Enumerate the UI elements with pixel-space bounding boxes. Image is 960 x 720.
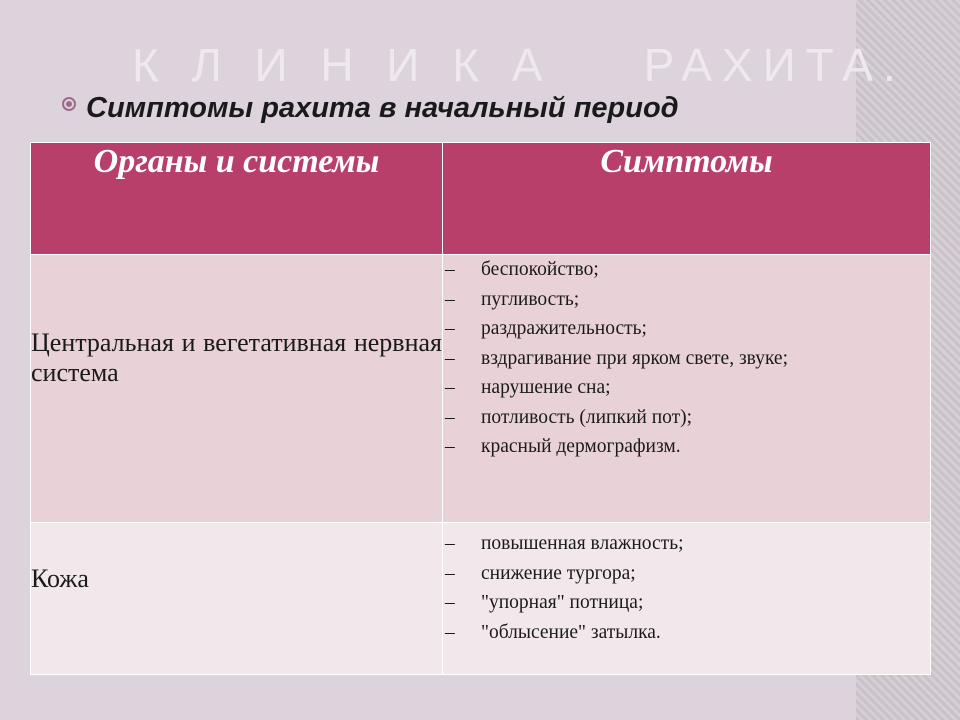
list-item: – повышенная влажность; [443,529,930,559]
table-row [31,255,931,523]
header-symptoms [443,143,931,255]
symptom-list [443,255,930,462]
list-item: – вздрагивание при ярком свете, звуке; [443,344,930,374]
list-item: – потливость (липкий пот); [443,403,930,433]
subtitle-line [62,92,679,125]
list-item: – снижение тургора; [443,559,930,589]
circle-bullet-icon [62,97,76,111]
list-item: – раздражительность; [443,314,930,344]
header-symptoms-label: Симптомы [600,143,773,180]
list-item: – нарушение сна; [443,373,930,403]
organ-cell: Центральная и вегетативная нервная система [31,255,443,523]
list-item: – красный дермографизм. [443,432,930,462]
list-item: – "облысение" затылка. [443,618,930,648]
list-item: – пугливость; [443,285,930,315]
slide-subtitle: Симптомы рахита в начальный период [86,92,679,124]
list-item: – беспокойство; [443,255,930,285]
symptom-list [443,529,930,647]
symptoms-cell [443,255,931,523]
organ-cell: Кожа [31,523,443,675]
symptoms-table [30,142,931,675]
header-organs [31,143,443,255]
slide-title: К Л И Н И К А РАХИТА. [132,39,906,91]
symptoms-cell [443,523,931,675]
table-header-row [31,143,931,255]
header-organs-label: Органы и системы [93,143,380,180]
table-row [31,523,931,675]
list-item: – "упорная" потница; [443,588,930,618]
